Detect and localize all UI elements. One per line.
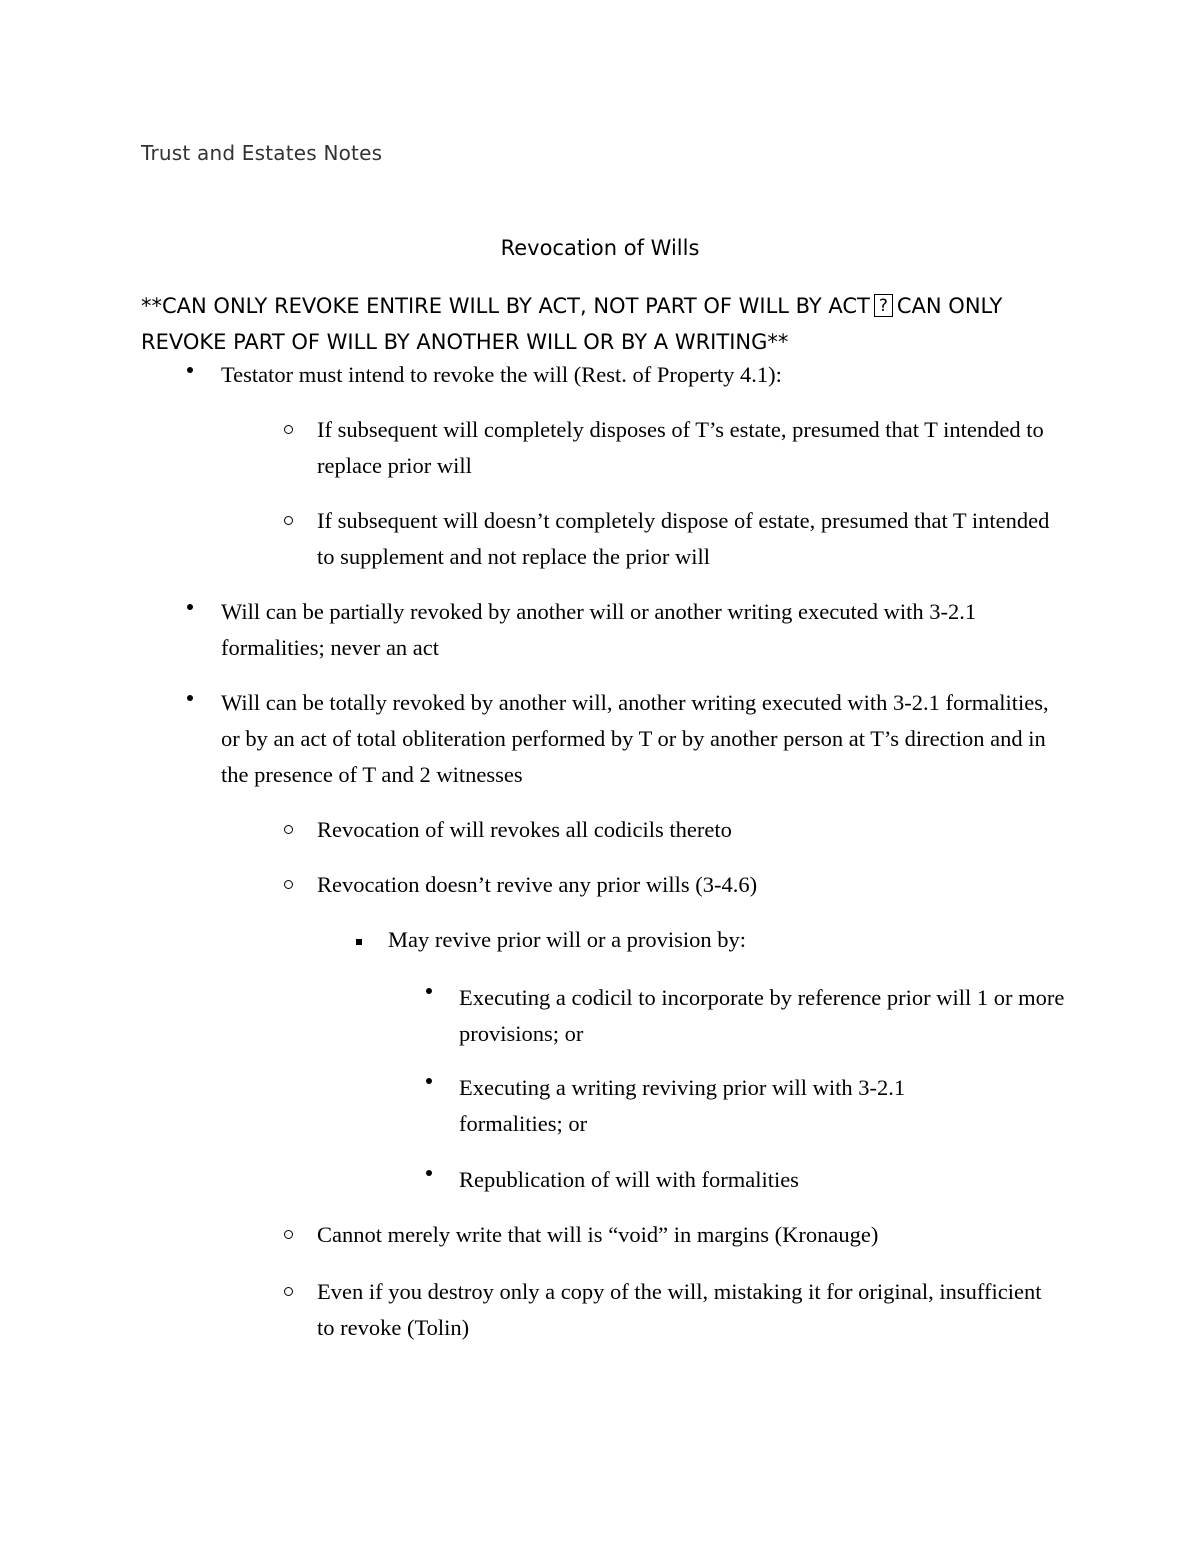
list-item (317, 503, 1062, 575)
missing-glyph-icon: ? (874, 294, 893, 317)
bullet-circle-icon (284, 1230, 293, 1239)
list-item-text: Will can be partially revoked by another will or another writing executed with 3-2.1 formalities; never an act (221, 599, 977, 660)
list-item (317, 812, 1052, 848)
list-item (459, 980, 1069, 1052)
list-item (221, 357, 1101, 393)
list-item-text: If subsequent will completely disposes of T’s estate, presumed that T intended to replace prior will (317, 417, 1044, 478)
bullet-circle-icon (284, 516, 293, 525)
list-item-text: Will can be totally revoked by another will, another writing executed with 3-2.1 formalities, or by an act of total obliteration performed by T or by another person at T’s direction and in the presence of T and 2 witnesses (221, 690, 1049, 787)
list-item (317, 867, 1052, 903)
list-item (459, 1070, 999, 1142)
list-item (317, 1274, 1052, 1346)
list-item-text: If subsequent will doesn’t completely dispose of estate, presumed that T intended to supplement and not replace the prior will (317, 508, 1050, 569)
list-item-text: Cannot merely write that will is “void” in margins (Kronauge) (317, 1222, 879, 1247)
bullet-circle-icon (284, 1287, 293, 1296)
bullet-square-icon (356, 939, 362, 945)
list-item-text: Revocation of will revokes all codicils thereto (317, 817, 732, 842)
bullet-circle-icon (284, 425, 293, 434)
bullet-dot-icon (187, 367, 193, 373)
page-title: Revocation of Wills (500, 236, 700, 260)
bullet-dot-icon (426, 1078, 432, 1084)
list-item-text: Republication of will with formalities (459, 1167, 799, 1192)
list-item (221, 594, 1026, 666)
list-item-text: Testator must intend to revoke the will (Rest. of Property 4.1): (221, 362, 782, 387)
list-item-text: Executing a writing reviving prior will with 3-2.1 formalities; or (459, 1075, 906, 1136)
list-item (317, 1217, 1052, 1253)
bullet-dot-icon (426, 988, 432, 994)
document-header: Trust and Estates Notes (141, 141, 383, 165)
list-item-text: May revive prior will or a provision by: (388, 927, 747, 952)
list-item (388, 922, 1068, 958)
bullet-dot-icon (187, 604, 193, 610)
bullet-circle-icon (284, 825, 293, 834)
caps-note-part1: **CAN ONLY REVOKE ENTIRE WILL BY ACT, NOT PART OF WILL BY ACT (141, 294, 870, 318)
caps-note (141, 288, 1041, 360)
list-item-text: Revocation doesn’t revive any prior wills (3-4.6) (317, 872, 758, 897)
list-item-text: Even if you destroy only a copy of the will, mistaking it for original, insufficient to revoke (Tolin) (317, 1279, 1042, 1340)
list-item (459, 1162, 1069, 1198)
bullet-circle-icon (284, 880, 293, 889)
caps-note-part2: CAN ONLY REVOKE PART OF WILL BY ANOTHER WILL OR BY A WRITING** (141, 294, 1003, 354)
bullet-dot-icon (426, 1170, 432, 1176)
list-item (317, 412, 1052, 484)
list-item-text: Executing a codicil to incorporate by reference prior will 1 or more provisions; or (459, 985, 1065, 1046)
bullet-dot-icon (187, 695, 193, 701)
list-item (221, 685, 1066, 793)
